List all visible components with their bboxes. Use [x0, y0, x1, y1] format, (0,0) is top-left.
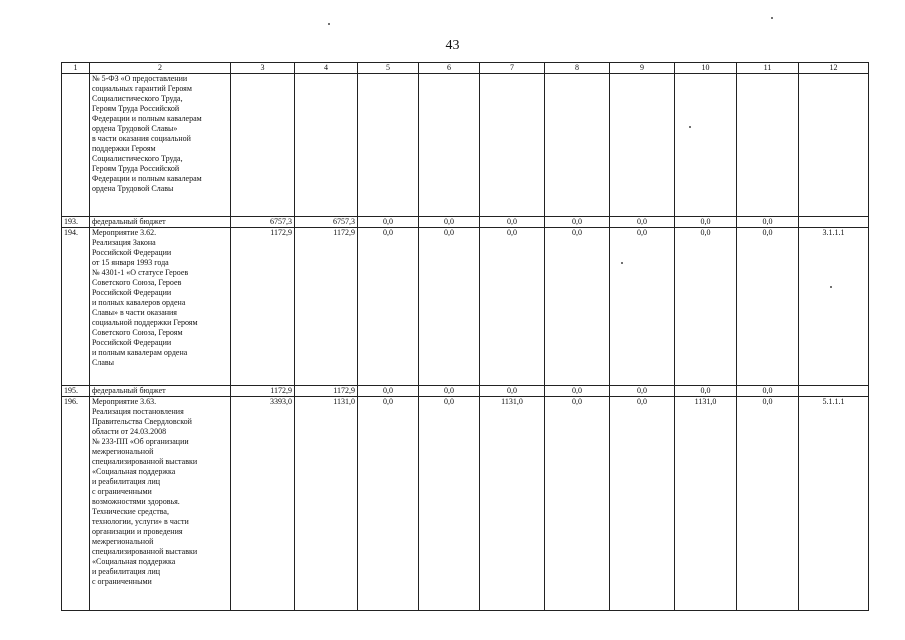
- row-number: 194.: [62, 228, 90, 386]
- row-description: Мероприятие 3.63. Реализация постановления Правительства Свердловской области от 24.03.2008 № 233-ПП «Об организации межрегиональной специализированной выставки «Социальная поддержка и реабилитация лиц с ограниченными возможностями здоровья. Технические средства, технологии, услуги» в части организации и проведения межрегиональной специализированной выставки «Социальная поддержка и реабилитация лиц с ограниченными: [90, 397, 231, 611]
- table-cell: 0,0: [545, 217, 610, 228]
- table-row: [62, 386, 869, 397]
- table-cell: 0,0: [737, 217, 799, 228]
- table-cell: 0,0: [737, 386, 799, 397]
- table-cell: 0,0: [545, 397, 610, 611]
- table-cell: [799, 74, 869, 217]
- table-cell: 1131,0: [480, 397, 545, 611]
- column-header: 5: [358, 63, 419, 74]
- table-cell: 0,0: [545, 228, 610, 386]
- table-cell: [799, 386, 869, 397]
- table-cell: 0,0: [610, 228, 675, 386]
- row-description: федеральный бюджет: [90, 386, 231, 397]
- column-header: 1: [62, 63, 90, 74]
- column-header: 9: [610, 63, 675, 74]
- column-header: 6: [419, 63, 480, 74]
- table-cell: 0,0: [737, 228, 799, 386]
- table-cell: 0,0: [419, 228, 480, 386]
- table-cell: 0,0: [419, 386, 480, 397]
- table-cell: 0,0: [480, 386, 545, 397]
- table-cell: [675, 74, 737, 217]
- column-header: 4: [295, 63, 358, 74]
- table-cell: 6757,3: [231, 217, 295, 228]
- table-row: [62, 74, 869, 217]
- table-cell: 0,0: [358, 228, 419, 386]
- table-cell: 0,0: [675, 228, 737, 386]
- table-cell: 0,0: [610, 397, 675, 611]
- column-header: 3: [231, 63, 295, 74]
- row-description: федеральный бюджет: [90, 217, 231, 228]
- table-cell: 1172,9: [231, 386, 295, 397]
- row-description: Мероприятие 3.62. Реализация Закона Российской Федерации от 15 января 1993 года № 4301-1 «О статусе Героев Советского Союза, Героев Российской Федерации и полных кавалеров ордена Славы» в части оказания социальной поддержки Героям Советского Союза, Героям Российской Федерации и полным кавалерам ордена Славы: [90, 228, 231, 386]
- table-row: [62, 228, 869, 386]
- table-cell: 0,0: [675, 217, 737, 228]
- row-description: № 5-ФЗ «О предоставлении социальных гарантий Героям Социалистического Труда, Героям Труда Российской Федерации и полным кавалерам ордена Трудовой Славы» в части оказания социальной поддержки Героям Социалистического Труда, Героям Труда Российской Федерации и полным кавалерам ордена Трудовой Славы: [90, 74, 231, 217]
- table-cell: 0,0: [675, 386, 737, 397]
- table-cell: 1172,9: [295, 386, 358, 397]
- table-cell: 0,0: [480, 228, 545, 386]
- row-number: 195.: [62, 386, 90, 397]
- data-table: [61, 62, 869, 611]
- table-cell: 1172,9: [231, 228, 295, 386]
- table-cell: 1131,0: [675, 397, 737, 611]
- page-number: 43: [445, 38, 460, 53]
- column-header: 2: [90, 63, 231, 74]
- column-header: 8: [545, 63, 610, 74]
- table-cell: [737, 74, 799, 217]
- table-cell: [545, 74, 610, 217]
- row-number: 193.: [62, 217, 90, 228]
- table-cell: 0,0: [358, 386, 419, 397]
- table-cell: 0,0: [419, 217, 480, 228]
- table-cell: 1172,9: [295, 228, 358, 386]
- table-cell: [419, 74, 480, 217]
- table-cell: 6757,3: [295, 217, 358, 228]
- row-number: 196.: [62, 397, 90, 611]
- table-row: [62, 217, 869, 228]
- table-cell: [480, 74, 545, 217]
- column-header: 11: [737, 63, 799, 74]
- table-cell: 0,0: [419, 397, 480, 611]
- table-cell: 0,0: [480, 217, 545, 228]
- table-cell: 0,0: [610, 386, 675, 397]
- row-number: [62, 74, 90, 217]
- scan-speck: [771, 17, 773, 19]
- table-cell: [295, 74, 358, 217]
- table-header-row: [62, 63, 869, 74]
- table-cell: 1131,0: [295, 397, 358, 611]
- table-cell: 5.1.1.1: [799, 397, 869, 611]
- table-cell: [610, 74, 675, 217]
- table-cell: 0,0: [358, 217, 419, 228]
- table-cell: 0,0: [545, 386, 610, 397]
- table-cell: [231, 74, 295, 217]
- table-cell: 0,0: [610, 217, 675, 228]
- column-header: 7: [480, 63, 545, 74]
- table-cell: 0,0: [737, 397, 799, 611]
- table-cell: 0,0: [358, 397, 419, 611]
- column-header: 10: [675, 63, 737, 74]
- table-row: [62, 397, 869, 611]
- column-header: 12: [799, 63, 869, 74]
- table-cell: 3.1.1.1: [799, 228, 869, 386]
- scan-speck: [328, 23, 330, 25]
- table-cell: [799, 217, 869, 228]
- table-cell: [358, 74, 419, 217]
- table-cell: 3393,0: [231, 397, 295, 611]
